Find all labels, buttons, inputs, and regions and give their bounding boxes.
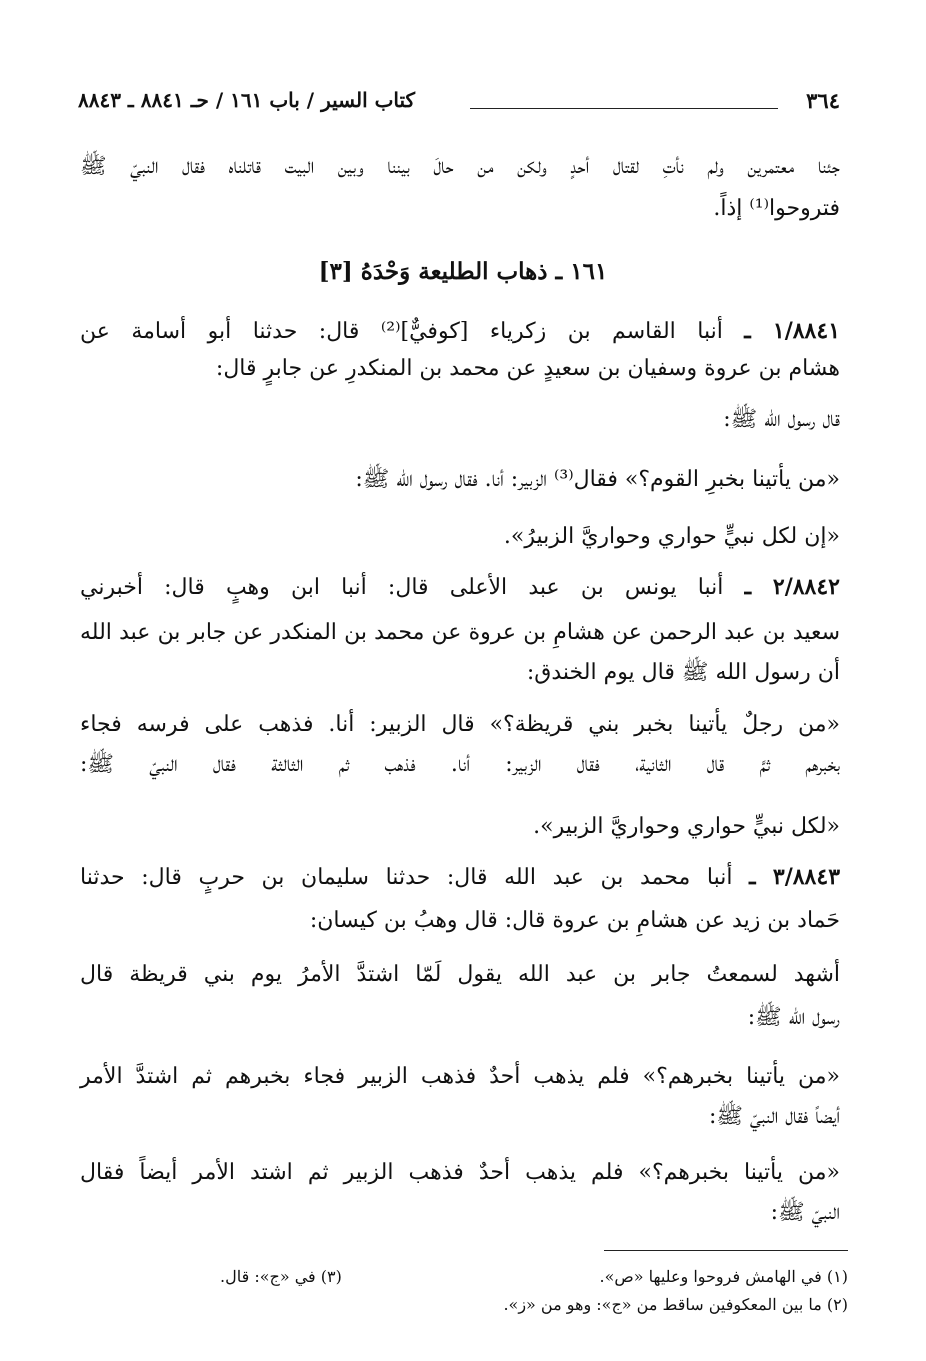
hadith-line: «من يأتينا بخبرهم؟» فلم يذهب أحدٌ فذهب الزبير ثم اشتد الأمر أيضاً فقال (80, 1160, 840, 1185)
header-rule (470, 108, 778, 109)
page-header (78, 88, 840, 118)
hadith-text: أنبا القاسم بن زكرياء [كوفيٌّ]⁽²⁾ قال: حدثنا أبو أسامة عن (80, 319, 723, 344)
hadith-text: أنبا يونس بن عبد الأعلى قال: أنبا ابن وهبٍ قال: أخبرني (80, 575, 724, 600)
page-number: ٣٦٤ (806, 88, 840, 113)
hadith-line: «من يأتينا بخبرِ القوم؟» فقال⁽³⁾ الزبير: أنا. فقال رسول الله ﷺ: (355, 467, 840, 492)
hadith-line: هشام بن عروة وسفيان بن سعيدٍ عن محمد بن المنكدرِ عن جابرٍ قال: (215, 356, 840, 381)
hadith-text: أنبا محمد بن عبد الله قال: حدثنا سليمان بن حربٍ قال: حدثنا (80, 865, 733, 890)
hadith-number: ٣/٨٨٤٣ ـ (749, 864, 841, 890)
intro-line: جئنا معتمرين ولم نأتِ لقتال أحدٍ ولكن من حالَ بيننا وبين البيت قاتلناه فقال النبيّ ﷺ (80, 154, 840, 179)
hadith-number: ١/٨٨٤١ ـ (744, 318, 841, 344)
hadith-number: ٢/٨٨٤٢ ـ (744, 574, 840, 600)
hadith-line (80, 862, 840, 893)
footnote-1: (١) في الهامش فروحوا وعليها «ص». (599, 1267, 848, 1286)
hadith-line: قال رسول الله ﷺ: (723, 407, 840, 432)
footnote-2: (٢) ما بين المعكوفين ساقط من «ج»: وهو من «ز». (503, 1295, 848, 1314)
hadith-line: سعيد بن عبد الرحمن عن هشامِ بن عروة عن محمد بن المنكدر عن جابر بن عبد الله (80, 620, 840, 645)
hadith-line: رسول الله ﷺ: (747, 1005, 840, 1030)
footnote-rule (604, 1250, 848, 1251)
hadith-line: حَماد بن زيد عن هشامِ بن عروة قال: قال وهبُ بن كيسان: (309, 908, 840, 933)
hadith-line: «لكل نبيٍّ حواري وحواريَّ الزبير». (533, 814, 840, 839)
hadith-line: «من رجلٌ يأتينا بخبر بني قريظة؟» قال الزبير: أنا. فذهب على فرسه فجاء (80, 712, 840, 737)
hadith-line (80, 316, 840, 347)
hadith-line: أن رسول الله ﷺ قال يوم الخندق: (526, 660, 840, 685)
hadith-line (80, 572, 840, 603)
hadith-line: بخبرهم ثمَّ قال الثانية، فقال الزبير: أنا. فذهب ثم الثالثة فقال النبيّ ﷺ: (80, 752, 840, 777)
hadith-line: أيضاً فقال النبيّ ﷺ: (708, 1104, 840, 1129)
running-head: كتاب السير / باب ١٦١ / حـ ٨٨٤١ ـ ٨٨٤٣ (78, 88, 416, 112)
intro-line: فتروحوا⁽¹⁾ إذاً. (713, 196, 840, 221)
chapter-title: ١٦١ ـ ذهاب الطليعة وَحْدَهُ [٣] (318, 258, 608, 285)
hadith-line: أشهد لسمعتُ جابر بن عبد الله يقول لَمّا اشتدَّ الأمرُ يوم بني قريظة قال (80, 962, 840, 987)
hadith-line: «إن لكل نبيٍّ حواري وحواريَّ الزبيرُ». (503, 524, 840, 549)
hadith-line: النبيّ ﷺ: (770, 1200, 840, 1225)
footnote-3: (٣) في «ج»: قال. (220, 1267, 342, 1286)
hadith-line: «من يأتينا بخبرهم؟» فلم يذهب أحدٌ فذهب الزبير فجاء بخبرهم ثم اشتدَّ الأمر (80, 1064, 840, 1089)
